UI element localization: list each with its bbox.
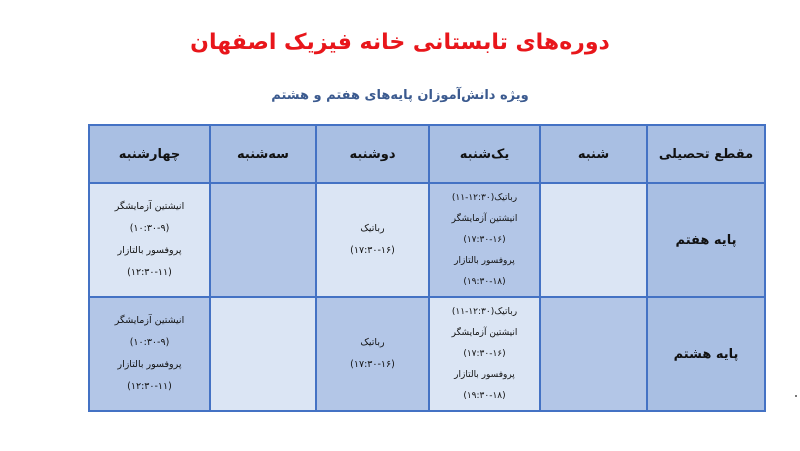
class-entry: رباتیک(۱۲:۳۰-۱۱) (451, 192, 518, 203)
cell-chaharshanbe (89, 183, 210, 297)
table-row (89, 183, 765, 297)
schedule-table (88, 124, 766, 412)
class-entry: پروفسور بالتازار (454, 369, 515, 380)
page-title: دوره‌های تابستانی خانه فیزیک اصفهان (190, 30, 610, 55)
header-shanbe: شنبه (540, 125, 647, 183)
cell-seshanbe (210, 297, 316, 411)
header-seshanbe: سه‌شنبه (210, 125, 316, 183)
table-row (89, 297, 765, 411)
class-entry: انیشتین آزمایشگر (114, 201, 185, 212)
class-time: (۱۷:۳۰-۱۶) (350, 359, 395, 370)
class-entry: پروفسور بالتازار (117, 245, 182, 256)
class-entry: انیشتین آزمایشگر (114, 315, 185, 326)
cell-shanbe (540, 183, 647, 297)
class-entry: پروفسور بالتازار (117, 359, 182, 370)
class-time: (۱۰:۳۰-۹) (129, 337, 170, 348)
row-label-grade-7: پایه هفتم (647, 183, 765, 297)
class-time: (۱۷:۳۰-۱۶) (350, 245, 395, 256)
header-doshanbe: دوشنبه (316, 125, 429, 183)
class-time: (۱۹:۳۰-۱۸) (463, 390, 506, 401)
class-entry: رباتیک(۱۲:۳۰-۱۱) (451, 306, 518, 317)
class-time: (۱۲:۳۰-۱۱) (127, 267, 172, 278)
class-time: (۱۷:۳۰-۱۶) (463, 348, 506, 359)
table-header-row (89, 125, 765, 183)
edge-dot (795, 395, 797, 397)
header-level: مقطع تحصیلی (647, 125, 765, 183)
header-yekshanbe: یک‌شنبه (429, 125, 540, 183)
class-entry: انیشتین آزمایشگر (451, 213, 518, 224)
class-entry: رباتیک (360, 223, 385, 234)
cell-shanbe (540, 297, 647, 411)
class-time: (۱۰:۳۰-۹) (129, 223, 170, 234)
cell-doshanbe (316, 183, 429, 297)
cell-seshanbe (210, 183, 316, 297)
cell-yekshanbe (429, 297, 540, 411)
row-label-grade-8: پایه هشتم (647, 297, 765, 411)
class-time: (۱۹:۳۰-۱۸) (463, 276, 506, 287)
class-time: (۱۷:۳۰-۱۶) (463, 234, 506, 245)
class-time: (۱۲:۳۰-۱۱) (127, 381, 172, 392)
class-entry: رباتیک (360, 337, 385, 348)
class-entry: پروفسور بالتازار (454, 255, 515, 266)
cell-yekshanbe (429, 183, 540, 297)
header-chaharshanbe: چهارشنبه (89, 125, 210, 183)
cell-chaharshanbe (89, 297, 210, 411)
page-subtitle: ویژه دانش‌آموزان پایه‌های هفتم و هشتم (271, 88, 529, 103)
class-entry: انیشتین آزمایشگر (451, 327, 518, 338)
cell-doshanbe (316, 297, 429, 411)
